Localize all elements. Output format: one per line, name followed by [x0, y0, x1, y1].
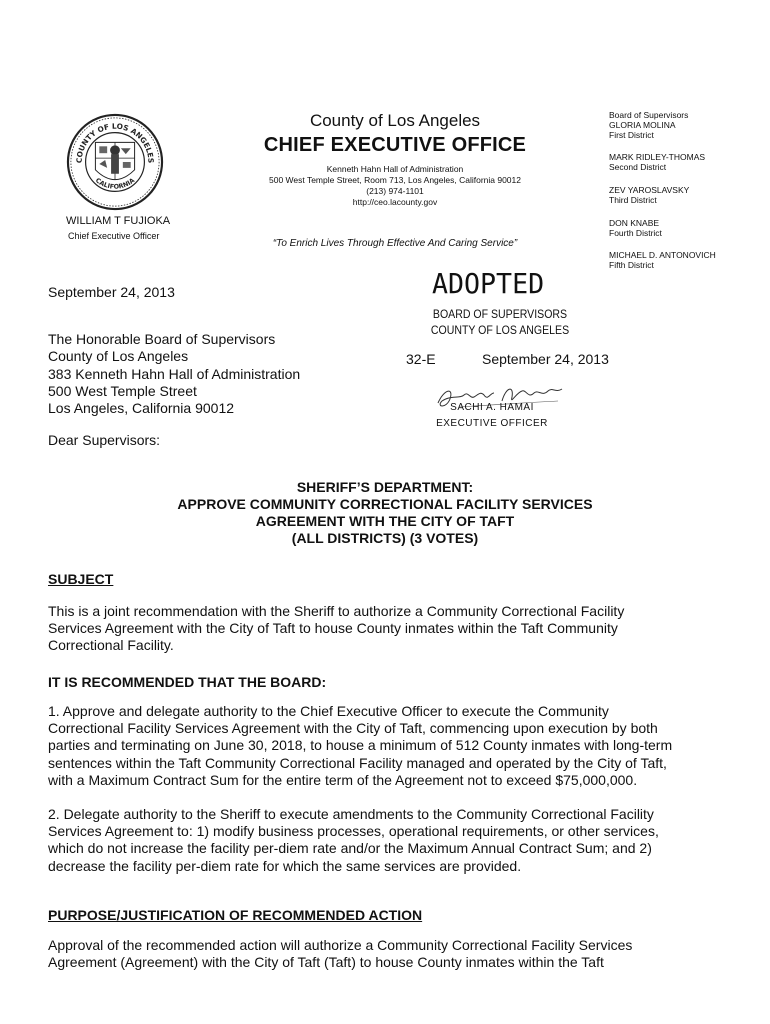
- stamp-signer-title: EXECUTIVE OFFICER: [436, 418, 548, 429]
- board-member-district: Second District: [609, 162, 667, 172]
- board-member-name: ZEV YAROSLAVSKY: [609, 185, 690, 195]
- letterhead-street: 500 West Temple Street, Room 713, Los Angeles, California 90012: [268, 175, 521, 185]
- recommendation-1: [48, 703, 728, 789]
- address-line: 500 West Temple Street: [48, 382, 197, 399]
- board-member-district: Fifth District: [609, 260, 654, 270]
- recommendation-2: [48, 806, 728, 875]
- address-line: The Honorable Board of Supervisors: [48, 331, 276, 347]
- stamp-board-line: BOARD OF SUPERVISORS: [432, 307, 568, 321]
- paragraph-line: Approval of the recommended action will authorize a Community Correctional Facility Services: [48, 937, 633, 953]
- board-member-name: MARK RIDLEY-THOMAS: [609, 152, 706, 162]
- paragraph-line: Services Agreement with the City of Taft to house County inmates within the Taft Community: [48, 620, 618, 637]
- letterhead-building: Kenneth Hahn Hall of Administration: [326, 164, 464, 174]
- letter-title-line: SHERIFF’S DEPARTMENT:: [296, 479, 474, 495]
- letter-title-line: (ALL DISTRICTS) (3 VOTES): [291, 530, 479, 546]
- paragraph-line: 1. Approve and delegate authority to the Chief Executive Officer to execute the Community: [48, 703, 609, 719]
- paragraph-line: parties and terminating on June 30, 2018, to house a minimum of 512 County inmates with long-term: [48, 737, 673, 754]
- address-line: County of Los Angeles: [48, 348, 189, 365]
- purpose-paragraph: [48, 937, 728, 971]
- paragraph-line: Agreement (Agreement) with the City of Taft (Taft) to house County inmates within the Taft: [48, 954, 604, 971]
- letterhead-county: County of Los Angeles: [309, 111, 481, 130]
- county-seal-logo: [66, 113, 164, 211]
- board-member-name: GLORIA MOLINA: [609, 120, 676, 130]
- letterhead-phone: (213) 974-1101: [366, 186, 424, 196]
- letterhead-office: CHIEF EXECUTIVE OFFICE: [263, 134, 527, 156]
- paragraph-line: sentences within the Taft Community Correctional Facility managed and operated by the City of Taft,: [48, 754, 667, 771]
- board-member: [609, 218, 662, 238]
- paragraph-line: decrease the facility per-diem rate for which the same services are provided.: [48, 857, 522, 874]
- letterhead-motto: “To Enrich Lives Through Effective And Caring Service”: [272, 238, 518, 249]
- seal-top-text: COUNTY OF LOS ANGELES: [74, 121, 156, 164]
- board-member: [609, 185, 689, 205]
- letterhead-web: http://ceo.lacounty.gov: [352, 197, 438, 207]
- ceo-title: Chief Executive Officer: [68, 231, 160, 241]
- paragraph-line: This is a joint recommendation with the Sheriff to authorize a Community Correctional Facility: [48, 603, 625, 619]
- stamp-county-line: COUNTY OF LOS ANGELES: [430, 323, 570, 337]
- paragraph-line: 2. Delegate authority to the Sheriff to execute amendments to the Community Correctional Facility: [48, 806, 654, 822]
- seal-bottom-text: CALIFORNIA: [93, 176, 137, 191]
- adopted-stamp-title: ADOPTED: [432, 267, 545, 300]
- address-line: 383 Kenneth Hahn Hall of Administration: [48, 365, 301, 382]
- recommended-heading: IT IS RECOMMENDED THAT THE BOARD:: [48, 674, 327, 690]
- recipient-address: [48, 331, 300, 417]
- paragraph-line: which do not increase the facility per-diem rate and/or the Maximum Annual Contract Sum; and 2): [48, 840, 652, 857]
- letter-title-line: APPROVE COMMUNITY CORRECTIONAL FACILITY SERVICES: [177, 496, 593, 512]
- address-line: Los Angeles, California 90012: [48, 400, 235, 417]
- salutation: Dear Supervisors:: [48, 432, 161, 448]
- stamp-agenda-number: 32-E: [406, 351, 436, 367]
- paragraph-line: with a Maximum Contract Sum for the entire term of the Agreement not to exceed $75,000,000.: [48, 771, 638, 788]
- ceo-name: WILLIAM T FUJIOKA: [66, 215, 171, 227]
- board-member-district: Third District: [609, 195, 657, 205]
- board-member: [609, 152, 705, 172]
- board-heading: Board of Supervisors: [609, 110, 689, 120]
- paragraph-line: Services Agreement to: 1) modify business processes, operational requirements, or other services,: [48, 823, 659, 840]
- board-member: [609, 250, 716, 270]
- stamp-signer-name: SACHI A. HAMAI: [450, 402, 534, 413]
- board-member: [609, 120, 676, 140]
- stamp-date: September 24, 2013: [482, 351, 609, 367]
- board-member-district: First District: [609, 130, 654, 140]
- subject-paragraph: [48, 603, 728, 655]
- purpose-heading: PURPOSE/JUSTIFICATION OF RECOMMENDED ACTION: [48, 907, 423, 923]
- board-member-name: DON KNABE: [609, 218, 660, 228]
- paragraph-line: Correctional Facility Services Agreement with the City of Taft, commencing upon execution by both: [48, 720, 658, 737]
- subject-heading: SUBJECT: [48, 571, 114, 587]
- board-member-district: Fourth District: [609, 228, 662, 238]
- board-member-name: MICHAEL D. ANTONOVICH: [609, 250, 716, 260]
- letter-title-line: AGREEMENT WITH THE CITY OF TAFT: [255, 513, 515, 529]
- paragraph-line: Correctional Facility.: [48, 637, 174, 654]
- letter-date: September 24, 2013: [48, 284, 175, 300]
